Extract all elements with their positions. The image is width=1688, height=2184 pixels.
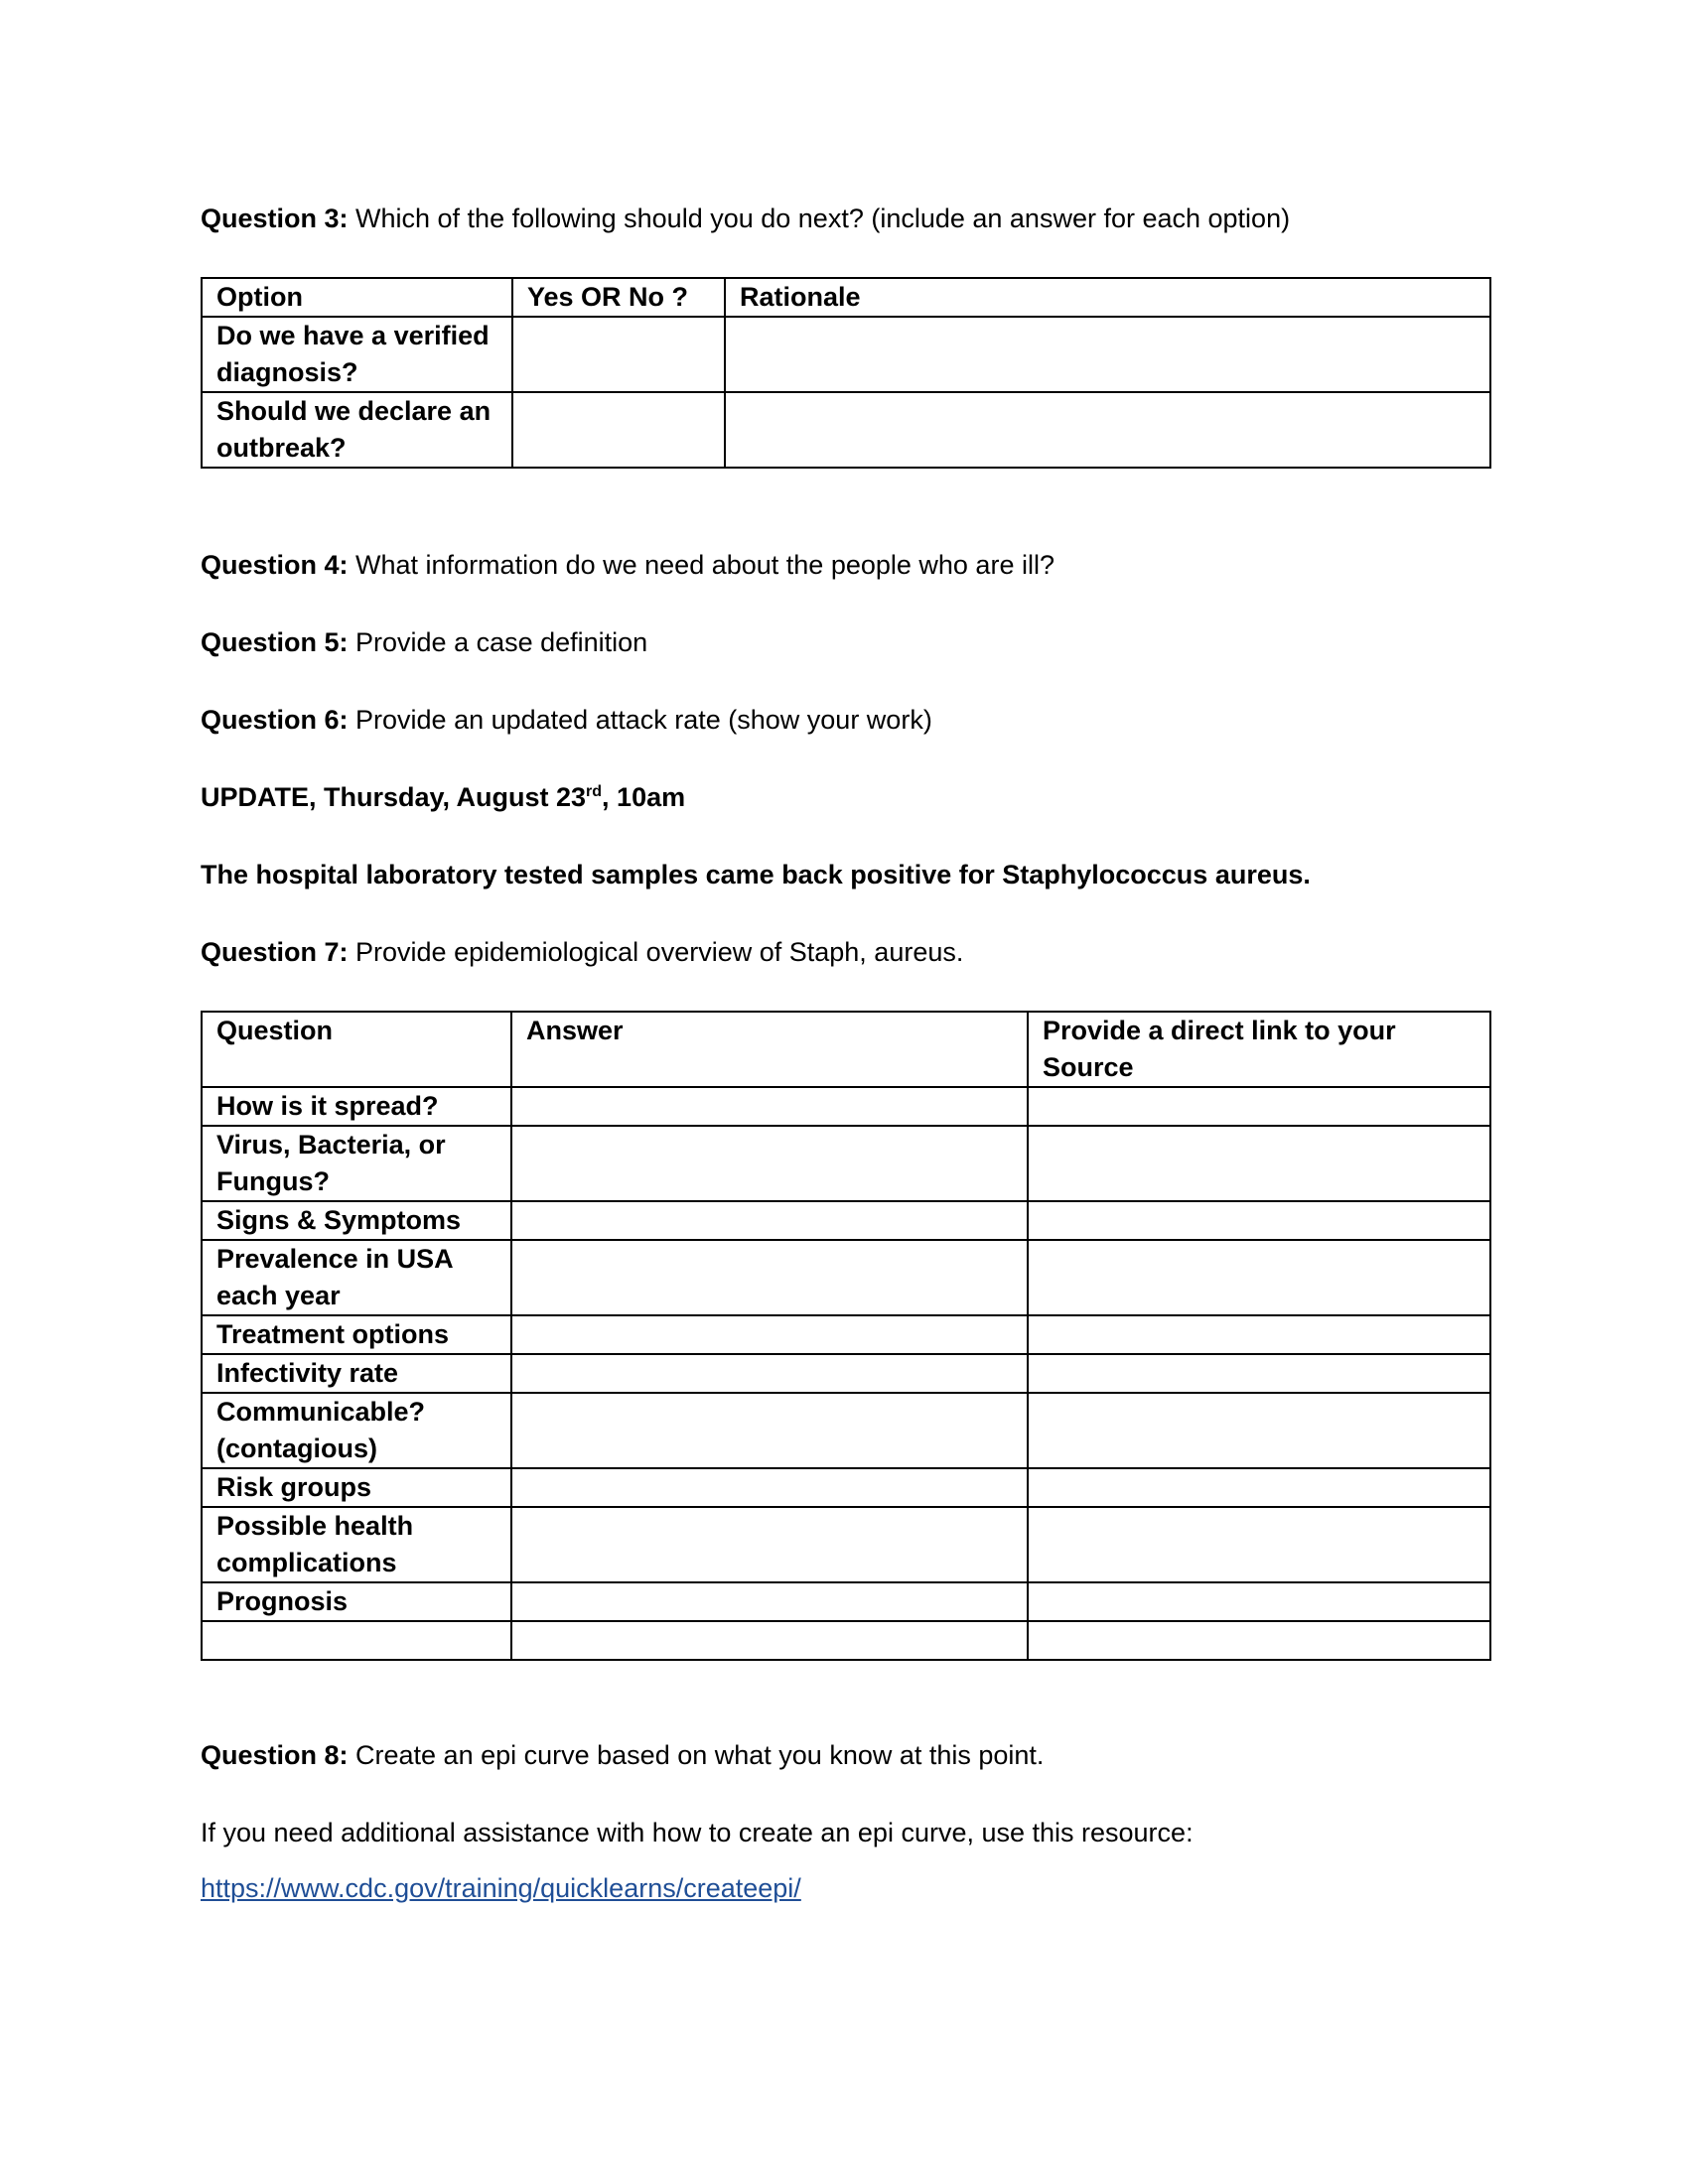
option-cell: Do we have a verified diagnosis? — [202, 317, 512, 392]
cdc-resource-link[interactable]: https://www.cdc.gov/training/quicklearns/createepi/ — [201, 1873, 801, 1903]
source-cell[interactable] — [1028, 1126, 1490, 1201]
question-cell: Possible health complications — [202, 1507, 511, 1582]
question-6-text: Provide an updated attack rate (show your work) — [348, 705, 932, 735]
question-cell: Infectivity rate — [202, 1354, 511, 1393]
header-source-link: Provide a direct link to your Source — [1028, 1012, 1490, 1087]
question-5-text: Provide a case definition — [348, 627, 648, 657]
lab-result-text: The hospital laboratory tested samples came back positive for Staphylococcus aureus. — [201, 860, 1311, 889]
question-cell: Virus, Bacteria, or Fungus? — [202, 1126, 511, 1201]
rationale-cell[interactable] — [725, 392, 1490, 468]
header-rationale: Rationale — [725, 278, 1490, 317]
question-4-label: Question 4: — [201, 550, 349, 580]
question-3 — [201, 202, 1290, 235]
question-7-text: Provide epidemiological overview of Staph, aureus. — [348, 937, 964, 967]
update-time: , 10am — [602, 782, 686, 812]
table-row — [202, 1240, 1490, 1315]
table-row — [202, 1468, 1490, 1507]
answer-cell[interactable] — [511, 1087, 1028, 1126]
question-cell: Prevalence in USA each year — [202, 1240, 511, 1315]
question-cell: Communicable? (contagious) — [202, 1393, 511, 1468]
table-header-row — [202, 1012, 1490, 1087]
header-yes-or-no: Yes OR No ? — [512, 278, 725, 317]
question-7 — [201, 935, 963, 969]
question-cell: How is it spread? — [202, 1087, 511, 1126]
answer-cell[interactable] — [511, 1507, 1028, 1582]
answer-cell[interactable] — [511, 1201, 1028, 1240]
question-cell: Prognosis — [202, 1582, 511, 1621]
question-5-label: Question 5: — [201, 627, 349, 657]
source-cell[interactable] — [1028, 1393, 1490, 1468]
yes-no-cell[interactable] — [512, 392, 725, 468]
answer-cell[interactable] — [511, 1582, 1028, 1621]
table-row — [202, 1126, 1490, 1201]
question-cell: Risk groups — [202, 1468, 511, 1507]
option-cell: Should we declare an outbreak? — [202, 392, 512, 468]
question-8-label: Question 8: — [201, 1740, 349, 1770]
table-row — [202, 1201, 1490, 1240]
table-row — [202, 1621, 1490, 1660]
table-row — [202, 1582, 1490, 1621]
yes-no-cell[interactable] — [512, 317, 725, 392]
question-4 — [201, 548, 1055, 582]
question-cell: Signs & Symptoms — [202, 1201, 511, 1240]
source-cell[interactable] — [1028, 1240, 1490, 1315]
question-8 — [201, 1738, 1044, 1772]
source-cell[interactable] — [1028, 1582, 1490, 1621]
update-date: UPDATE, Thursday, August 23 — [201, 782, 587, 812]
header-question: Question — [202, 1012, 511, 1087]
answer-cell[interactable] — [511, 1354, 1028, 1393]
update-date-suffix: rd — [586, 783, 603, 800]
question-6-label: Question 6: — [201, 705, 349, 735]
question-5 — [201, 625, 647, 659]
answer-cell[interactable] — [511, 1393, 1028, 1468]
answer-cell[interactable] — [511, 1126, 1028, 1201]
update-heading — [201, 780, 685, 814]
source-cell[interactable] — [1028, 1468, 1490, 1507]
question-cell: Treatment options — [202, 1315, 511, 1354]
source-cell[interactable] — [1028, 1087, 1490, 1126]
question-3-text: Which of the following should you do next? (include an answer for each option) — [348, 204, 1291, 233]
resource-link-line — [201, 1871, 801, 1905]
table-header-row — [202, 278, 1490, 317]
answer-cell[interactable] — [511, 1621, 1028, 1660]
answer-cell[interactable] — [511, 1315, 1028, 1354]
table-row — [202, 1393, 1490, 1468]
table-row — [202, 1087, 1490, 1126]
answer-cell[interactable] — [511, 1240, 1028, 1315]
question-3-label: Question 3: — [201, 204, 349, 233]
source-cell[interactable] — [1028, 1507, 1490, 1582]
source-cell[interactable] — [1028, 1621, 1490, 1660]
table-row — [202, 1315, 1490, 1354]
question-7-label: Question 7: — [201, 937, 349, 967]
header-option: Option — [202, 278, 512, 317]
table-row — [202, 317, 1490, 392]
table-row — [202, 1354, 1490, 1393]
question-6 — [201, 703, 932, 737]
source-cell[interactable] — [1028, 1201, 1490, 1240]
answer-cell[interactable] — [511, 1468, 1028, 1507]
next-steps-table — [201, 277, 1491, 469]
question-4-text: What information do we need about the people who are ill? — [348, 550, 1055, 580]
table-row — [202, 392, 1490, 468]
table-row — [202, 1507, 1490, 1582]
assistance-text: If you need additional assistance with how to create an epi curve, use this resource: — [201, 1818, 1194, 1847]
epi-overview-table — [201, 1011, 1491, 1661]
source-cell[interactable] — [1028, 1315, 1490, 1354]
header-answer: Answer — [511, 1012, 1028, 1087]
question-cell[interactable] — [202, 1621, 511, 1660]
question-8-text: Create an epi curve based on what you know at this point. — [348, 1740, 1045, 1770]
rationale-cell[interactable] — [725, 317, 1490, 392]
source-cell[interactable] — [1028, 1354, 1490, 1393]
